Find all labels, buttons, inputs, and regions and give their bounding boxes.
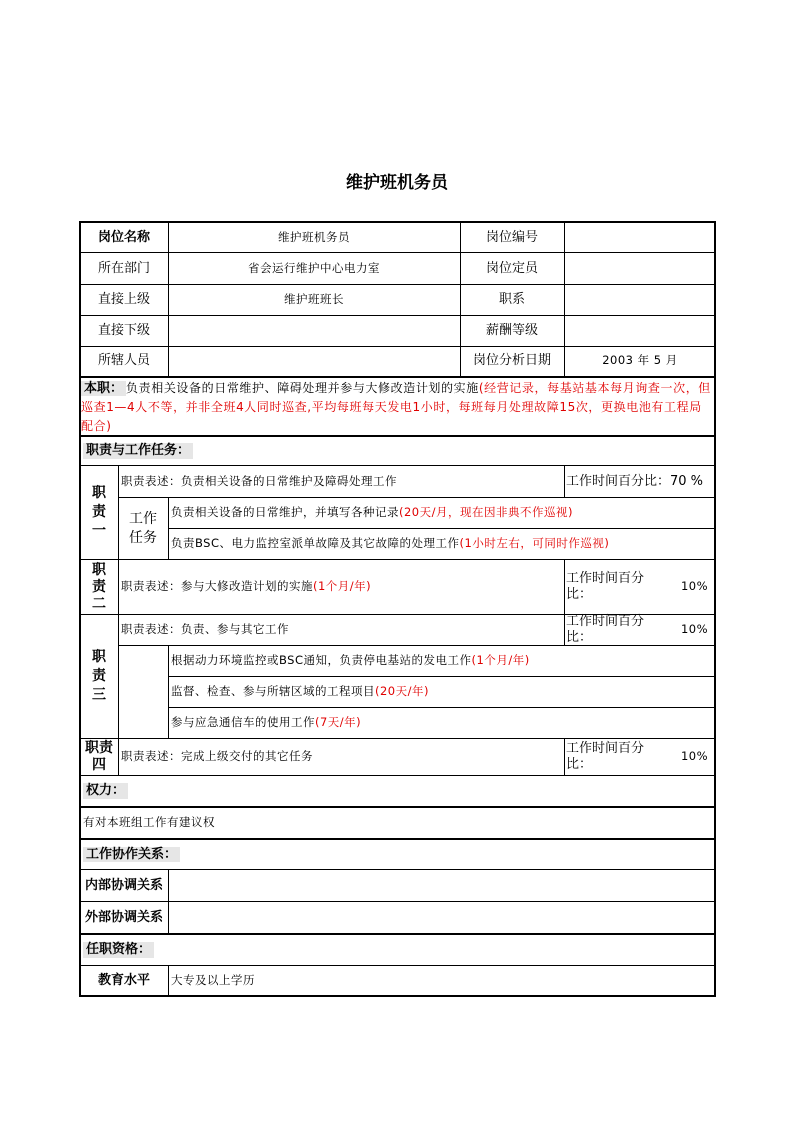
headcount-label: 岗位定员	[485, 260, 538, 276]
cooperation-header: 工作协作关系：	[80, 840, 716, 869]
duty3-time-percent-value: 10%	[680, 622, 708, 637]
post-name-value: 维护班机务员	[278, 229, 350, 244]
duties-header: 职责与工作任务：	[80, 437, 716, 465]
duty1-label: 职 责 一	[92, 485, 106, 539]
internal-coordination-value	[168, 870, 716, 901]
education-label: 教育水平	[97, 973, 150, 989]
post-code-value	[564, 222, 716, 253]
direct-subordinate-value	[168, 315, 460, 346]
duty3-label: 职 责 三	[92, 649, 106, 703]
main-duty-text: 负责相关设备的日常维护、障碍处理并参与大修改造计划的实施	[126, 381, 479, 395]
headcount-value	[564, 253, 716, 284]
document-title: 维护班机务员	[346, 173, 448, 193]
duty4-label: 职责 四	[85, 740, 113, 773]
main-duty-note: (经营记录，每基站基本每月询查一次，但巡查1—4人不等，并非全班4人同时巡查,平均每班每天发电1小时，每班每月处理故障15次，更换电池有工程局配合)	[81, 381, 711, 433]
salary-grade-value	[564, 315, 716, 346]
internal-coordination-label: 内部协调关系	[84, 877, 163, 893]
duty1-description: 职责表述：负责相关设备的日常维护及障碍处理工作	[121, 473, 397, 488]
duty2-description: 职责表述：参与大修改造计划的实施 (1个月/年)	[121, 579, 372, 594]
duty4-time-percent-value: 10%	[680, 749, 708, 764]
duty3-task-1: 根据动力环境监控或BSC通知，负责停电基站的发电工作 (1个月/年)	[171, 653, 530, 668]
staff-managed-label: 所辖人员	[97, 353, 150, 369]
direct-superior-label: 直接上级	[97, 291, 150, 307]
department-label: 所在部门	[97, 260, 150, 276]
authority-text: 有对本班组工作有建议权	[83, 815, 215, 830]
duty2-label: 职 责 二	[92, 561, 106, 612]
external-coordination-value	[168, 902, 716, 933]
main-duty-paragraph	[80, 377, 716, 436]
duty1-time-percent: 工作时间百分比：70 %	[566, 473, 704, 489]
salary-grade-label: 薪酬等级	[485, 322, 538, 338]
staff-managed-value	[168, 346, 460, 376]
direct-subordinate-label: 直接下级	[97, 322, 150, 338]
duty3-task-2: 监督、检查、参与所辖区域的工程项目 (20天/年)	[171, 684, 429, 699]
duty2-time-percent-label: 工作时间百分比：	[566, 571, 645, 602]
duty2-time-percent-value: 10%	[680, 579, 708, 594]
education-value: 大专及以上学历	[171, 973, 255, 988]
duty3-time-percent-label: 工作时间百分比：	[566, 614, 645, 645]
duty1-task-1: 负责相关设备的日常维护，并填写各种记录 (20天/月，现在因非典不作巡视)	[171, 505, 573, 520]
analysis-date-value: 2003 年 5 月	[602, 353, 678, 368]
direct-superior-value: 维护班班长	[284, 291, 344, 306]
analysis-date-label: 岗位分析日期	[472, 353, 551, 369]
duty1-task-label: 工作 任务	[129, 510, 157, 546]
duty4-time-percent-label: 工作时间百分比：	[566, 741, 645, 772]
job-family-value	[564, 284, 716, 315]
post-name-label: 岗位名称	[97, 229, 150, 245]
duty1-task-2: 负责BSC、电力监控室派单故障及其它故障的处理工作 (1小时左右，可同时作巡视)	[171, 536, 610, 551]
department-value: 省会运行维护中心电力室	[248, 260, 380, 275]
duty3-description: 职责表述：负责、参与其它工作	[121, 622, 289, 637]
duty4-description: 职责表述：完成上级交付的其它任务	[121, 749, 313, 764]
duty3-task-3: 参与应急通信车的使用工作 (7天/年)	[171, 715, 362, 730]
main-duty-label: 本职：	[81, 381, 126, 396]
post-code-label: 岗位编号	[485, 229, 538, 245]
job-family-label: 职系	[498, 291, 525, 307]
authority-header: 权力：	[80, 776, 716, 806]
qualification-header: 任职资格：	[80, 935, 716, 965]
external-coordination-label: 外部协调关系	[84, 909, 163, 925]
